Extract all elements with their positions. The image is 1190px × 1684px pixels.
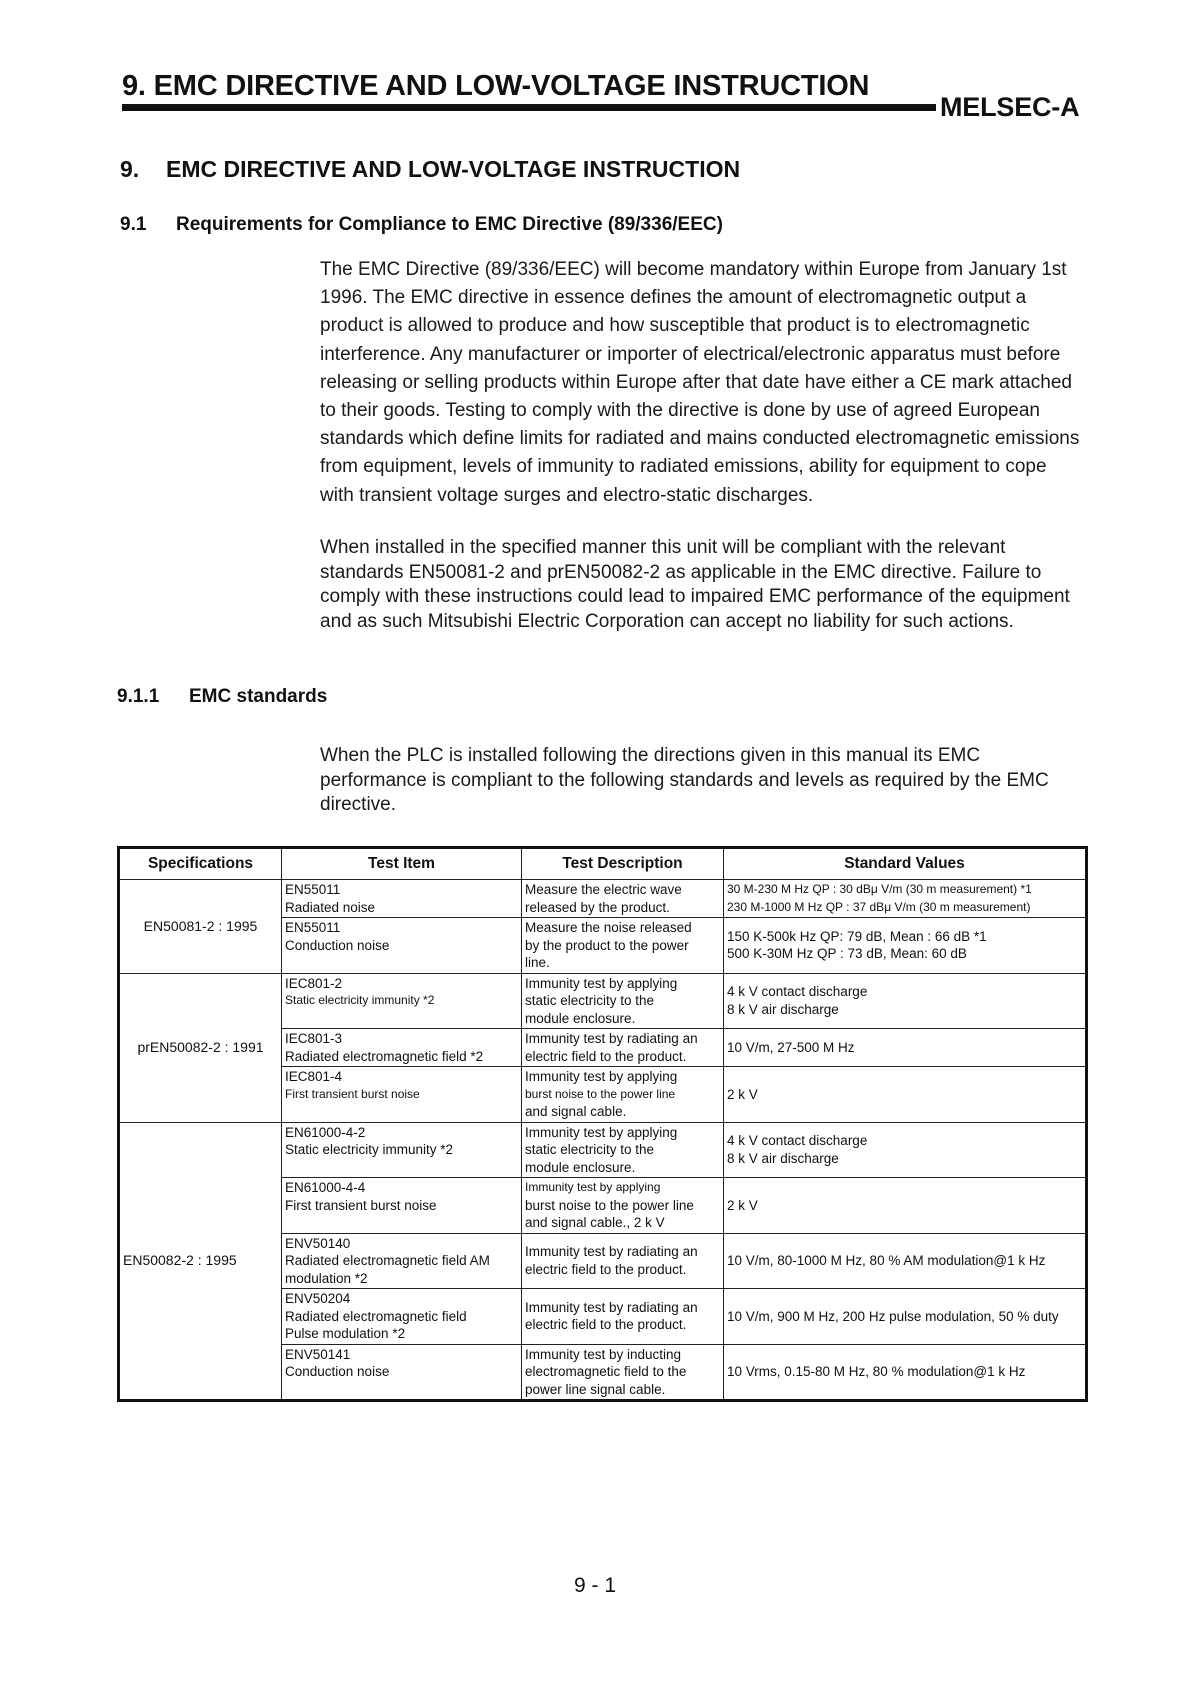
column-header: Test Item: [282, 848, 522, 880]
test-item-code: IEC801-4: [285, 1069, 343, 1084]
section-title: EMC DIRECTIVE AND LOW-VOLTAGE INSTRUCTION: [166, 156, 741, 182]
test-item-name: Radiated electromagnetic field AM: [285, 1253, 490, 1268]
column-header: Test Description: [522, 848, 724, 880]
test-item-code: EN55011: [285, 920, 341, 935]
description-line: and signal cable.: [525, 1104, 627, 1119]
description-line: released by the product.: [525, 899, 670, 915]
test-item-code: ENV50140: [285, 1235, 351, 1251]
table-row: [119, 973, 1087, 1029]
test-description-cell: [522, 918, 724, 974]
test-item-name: Radiated electromagnetic field *2: [285, 1048, 484, 1064]
description-line: burst noise to the power line: [525, 1197, 694, 1213]
subsection-number: 9.1: [120, 214, 147, 235]
test-item-cell: [282, 973, 522, 1029]
test-item-name: Conduction noise: [285, 937, 390, 953]
value-line: 8 k V air discharge: [727, 1150, 839, 1166]
test-item-code: IEC801-3: [285, 1031, 343, 1046]
test-description-cell: [522, 1233, 724, 1289]
standard-values-cell: [724, 1289, 1087, 1345]
description-line: electric field to the product.: [525, 1048, 687, 1064]
standard-values-cell: [724, 880, 1087, 918]
description-line: Immunity test by applying: [525, 1124, 678, 1140]
value-line: 4 k V contact discharge: [727, 1133, 868, 1149]
paragraph-compliance: When installed in the specified manner this unit will be compliant with the relevant standards EN50081-2 and prEN50082-2 as applicable in the EMC directive. Failure to comply with these instructions could lead to impaired EMC performance of the equipment and as such Mitsubishi Electric Corporation can accept no liability for such actions.: [320, 537, 1070, 632]
test-description-cell: [522, 973, 724, 1029]
standard-values-cell: [724, 1178, 1087, 1234]
description-line: Immunity test by radiating an: [525, 1031, 698, 1046]
test-item-cell: [282, 918, 522, 974]
test-description-cell: [522, 1122, 724, 1178]
description-line: Immunity test by applying: [525, 1180, 661, 1194]
emc-standards-table: [117, 846, 1088, 1402]
value-line: 8 k V air discharge: [727, 1001, 839, 1017]
test-description-cell: [522, 1178, 724, 1234]
test-description-cell: [522, 1289, 724, 1345]
value-line: 10 V/m, 27-500 M Hz: [727, 1039, 855, 1055]
test-item-code: EN61000-4-4: [285, 1180, 366, 1195]
section-number: 9.: [120, 156, 140, 182]
description-line: by the product to the power: [525, 937, 689, 953]
table-header-row: [119, 848, 1087, 880]
test-item-cell: [282, 1067, 522, 1123]
value-line: 4 k V contact discharge: [727, 984, 868, 1000]
test-item-name: Conduction noise: [285, 1364, 390, 1379]
test-item-cell: [282, 1344, 522, 1401]
value-line: 10 V/m, 900 M Hz, 200 Hz pulse modulation, 50 % duty: [727, 1308, 1059, 1324]
description-line: Immunity test by inducting: [525, 1346, 682, 1362]
description-line: Immunity test by applying: [525, 975, 678, 991]
test-item-cell: [282, 1029, 522, 1067]
spec-cell: EN50082-2 : 1995: [119, 1122, 282, 1401]
value-line: 230 M-1000 M Hz QP : 37 dBμ V/m (30 m measurement): [727, 899, 1031, 914]
standard-values-cell: [724, 1233, 1087, 1289]
table-row: [119, 1122, 1087, 1178]
standard-values-cell: [724, 973, 1087, 1029]
description-line: Immunity test by applying: [525, 1069, 678, 1084]
test-description-cell: [522, 1067, 724, 1123]
test-description-cell: [522, 1344, 724, 1401]
test-item-name: Static electricity immunity *2: [285, 1142, 454, 1157]
description-line: module enclosure.: [525, 1159, 636, 1175]
standard-values-cell: [724, 1344, 1087, 1401]
description-line: electric field to the product.: [525, 1261, 687, 1277]
table-row: [119, 880, 1087, 918]
description-line: module enclosure.: [525, 1010, 636, 1026]
description-line: electromagnetic field to the: [525, 1364, 687, 1379]
column-header: Standard Values: [724, 848, 1087, 880]
paragraph-emc-directive: The EMC Directive (89/336/EEC) will become mandatory within Europe from January 1st 1996. The EMC directive in essence defines the amount of electromagnetic output a product is allowed to produce and how susceptible that product is to electromagnetic interference. Any manufacturer or importer of electrical/electronic apparatus must before releasing or selling products within Europe after that date have either a CE mark attached to their goods. Testing to comply with the directive is done by use of agreed European standards which define limits for radiated and mains conducted electromagnetic emissions from equipment, levels of immunity to radiated emissions, ability for equipment to cope with transient voltage surges and electro-static discharges.: [320, 259, 1080, 506]
test-item-name: Radiated electromagnetic field: [285, 1308, 467, 1324]
description-line: Immunity test by radiating an: [525, 1244, 698, 1260]
standard-values-cell: [724, 918, 1087, 974]
header-rule: [122, 104, 936, 111]
value-line: 2 k V: [727, 1086, 758, 1102]
test-description-cell: [522, 880, 724, 918]
test-item-code: EN55011: [285, 882, 341, 897]
description-line: line.: [525, 955, 550, 970]
test-item-name-cont: modulation *2: [285, 1270, 368, 1286]
standard-values-cell: [724, 1122, 1087, 1178]
subsubsection-heading: [117, 686, 327, 708]
value-line: 30 M-230 M Hz QP : 30 dBμ V/m (30 m measurement) *1: [727, 882, 1032, 896]
description-line: static electricity to the: [525, 1142, 655, 1157]
description-line: Measure the electric wave: [525, 882, 682, 897]
spec-cell: prEN50082-2 : 1991: [119, 973, 282, 1122]
description-line: and signal cable., 2 k V: [525, 1215, 665, 1230]
description-line: power line signal cable.: [525, 1381, 666, 1397]
test-item-cell: [282, 1178, 522, 1234]
test-item-cell: [282, 1122, 522, 1178]
subsection-title: Requirements for Compliance to EMC Directive (89/336/EEC): [176, 214, 723, 235]
column-header: Specifications: [119, 848, 282, 880]
page-header-title: 9. EMC DIRECTIVE AND LOW-VOLTAGE INSTRUCTION: [122, 70, 870, 102]
test-item-name: First transient burst noise: [285, 1086, 420, 1101]
subsubsection-title: EMC standards: [189, 686, 328, 707]
test-item-name: First transient burst noise: [285, 1197, 437, 1213]
description-line: burst noise to the power line: [525, 1086, 676, 1101]
value-line: 2 k V: [727, 1197, 758, 1213]
test-item-code: IEC801-2: [285, 975, 343, 991]
page-number: 9 - 1: [573, 1574, 617, 1597]
paragraph-plc-standards: When the PLC is installed following the directions given in this manual its EMC performance is compliant to the following standards and levels as required by the EMC directive.: [320, 745, 1049, 816]
description-line: Immunity test by radiating an: [525, 1299, 698, 1315]
test-item-name: Radiated noise: [285, 899, 376, 915]
test-item-cell: [282, 880, 522, 918]
value-line: 500 K-30M Hz QP : 73 dB, Mean: 60 dB: [727, 946, 967, 962]
test-item-name: Static electricity immunity *2: [285, 993, 435, 1007]
subsubsection-number: 9.1.1: [117, 686, 160, 707]
test-item-code: EN61000-4-2: [285, 1124, 366, 1140]
test-item-name-cont: Pulse modulation *2: [285, 1326, 406, 1341]
description-line: Measure the noise released: [525, 920, 692, 935]
value-line: 10 V/m, 80-1000 M Hz, 80 % AM modulation@1 k Hz: [727, 1253, 1046, 1268]
test-item-cell: [282, 1289, 522, 1345]
description-line: electric field to the product.: [525, 1317, 687, 1333]
section-heading: [120, 156, 740, 183]
test-description-cell: [522, 1029, 724, 1067]
description-line: static electricity to the: [525, 993, 655, 1008]
subsection-heading: [120, 214, 723, 236]
standard-values-cell: [724, 1029, 1087, 1067]
standard-values-cell: [724, 1067, 1087, 1123]
test-item-code: ENV50204: [285, 1291, 351, 1306]
value-line: 150 K-500k Hz QP: 79 dB, Mean : 66 dB *1: [727, 928, 987, 944]
test-item-code: ENV50141: [285, 1346, 351, 1362]
test-item-cell: [282, 1233, 522, 1289]
header-brand: MELSEC-A: [940, 92, 1080, 122]
spec-cell: EN50081-2 : 1995: [119, 880, 282, 974]
value-line: 10 Vrms, 0.15-80 M Hz, 80 % modulation@1 k Hz: [727, 1364, 1026, 1379]
